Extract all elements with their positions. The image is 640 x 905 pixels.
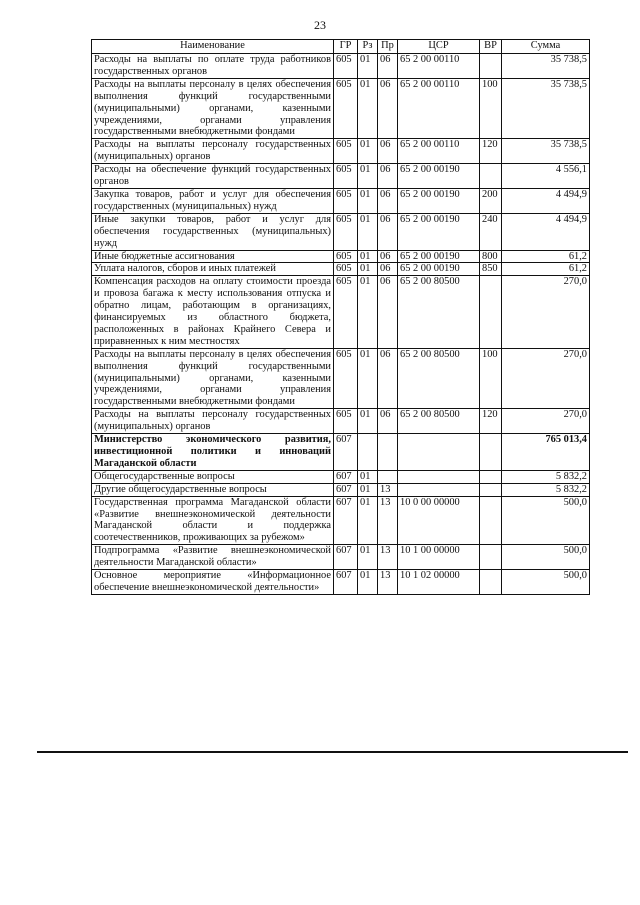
cell-sum: 270,0	[502, 409, 590, 434]
table-row	[92, 54, 590, 79]
cell-vr	[480, 434, 502, 471]
cell-name: Иные бюджетные ассигнования	[92, 250, 334, 263]
cell-csr: 65 2 00 00190	[398, 213, 480, 250]
cell-pr: 13	[378, 496, 398, 545]
cell-sum: 270,0	[502, 348, 590, 409]
cell-pr	[378, 470, 398, 483]
cell-vr: 100	[480, 78, 502, 139]
cell-sum: 35 738,5	[502, 139, 590, 164]
table-row	[92, 409, 590, 434]
cell-pr: 06	[378, 213, 398, 250]
cell-gr: 607	[334, 434, 358, 471]
cell-pr	[378, 434, 398, 471]
cell-name: Министерство экономического развития, инвестиционной политики и инноваций Магаданской области	[92, 434, 334, 471]
cell-gr: 605	[334, 54, 358, 79]
cell-csr	[398, 483, 480, 496]
cell-gr: 605	[334, 276, 358, 348]
cell-rz: 01	[358, 483, 378, 496]
cell-name: Расходы на выплаты по оплате труда работников государственных органов	[92, 54, 334, 79]
cell-rz: 01	[358, 348, 378, 409]
cell-pr: 13	[378, 545, 398, 570]
header-name: Наименование	[92, 40, 334, 54]
cell-vr	[480, 54, 502, 79]
cell-gr: 607	[334, 570, 358, 595]
table-row	[92, 213, 590, 250]
cell-rz: 01	[358, 213, 378, 250]
cell-vr: 120	[480, 139, 502, 164]
cell-csr: 10 0 00 00000	[398, 496, 480, 545]
cell-sum: 5 832,2	[502, 470, 590, 483]
cell-rz: 01	[358, 78, 378, 139]
cell-gr: 607	[334, 483, 358, 496]
cell-gr: 605	[334, 263, 358, 276]
cell-name: Расходы на выплаты персоналу в целях обеспечения выполнения функций государственными (муниципальными) органами, казенными учреждениями, органами управления государственными внебюджетными фондами	[92, 78, 334, 139]
cell-name: Расходы на выплаты персоналу в целях обеспечения выполнения функций государственными (муниципальными) органами, казенными учреждениями, органами управления государственными внебюджетными фондами	[92, 348, 334, 409]
table-row	[92, 276, 590, 348]
table-row	[92, 434, 590, 471]
cell-gr: 605	[334, 250, 358, 263]
table-row	[92, 570, 590, 595]
cell-gr: 605	[334, 213, 358, 250]
cell-rz: 01	[358, 276, 378, 348]
cell-csr: 65 2 00 80500	[398, 409, 480, 434]
table-row	[92, 545, 590, 570]
footer-divider	[37, 751, 628, 753]
table-row	[92, 188, 590, 213]
cell-sum: 4 494,9	[502, 188, 590, 213]
cell-name: Расходы на выплаты персоналу государственных (муниципальных) органов	[92, 409, 334, 434]
cell-pr: 06	[378, 188, 398, 213]
cell-csr: 10 1 02 00000	[398, 570, 480, 595]
cell-pr: 06	[378, 54, 398, 79]
cell-pr: 06	[378, 263, 398, 276]
cell-vr: 240	[480, 213, 502, 250]
cell-pr: 06	[378, 78, 398, 139]
cell-vr: 800	[480, 250, 502, 263]
cell-rz: 01	[358, 545, 378, 570]
cell-name: Иные закупки товаров, работ и услуг для обеспечения государственных (муниципальных) нужд	[92, 213, 334, 250]
cell-csr: 65 2 00 00110	[398, 78, 480, 139]
cell-sum: 270,0	[502, 276, 590, 348]
cell-vr	[480, 276, 502, 348]
cell-rz: 01	[358, 54, 378, 79]
cell-name: Основное мероприятие «Информационное обеспечение внешнеэкономической деятельности»	[92, 570, 334, 595]
cell-vr	[480, 570, 502, 595]
cell-vr: 120	[480, 409, 502, 434]
cell-name: Закупка товаров, работ и услуг для обеспечения государственных (муниципальных) нужд	[92, 188, 334, 213]
cell-gr: 605	[334, 164, 358, 189]
cell-csr: 65 2 00 00110	[398, 139, 480, 164]
header-rz: Рз	[358, 40, 378, 54]
cell-sum: 61,2	[502, 250, 590, 263]
table-row	[92, 470, 590, 483]
cell-rz: 01	[358, 250, 378, 263]
table-row	[92, 496, 590, 545]
cell-csr	[398, 434, 480, 471]
table-header-row	[92, 40, 590, 54]
cell-name: Компенсация расходов на оплату стоимости проезда и провоза багажа к месту использования отпуска и обратно лицам, работающим в организациях, финансируемых из областного бюджета, расположенных в районах Крайнего Севера и приравненных к ним местностях	[92, 276, 334, 348]
cell-pr: 06	[378, 409, 398, 434]
cell-pr: 13	[378, 570, 398, 595]
table-row	[92, 348, 590, 409]
cell-gr: 605	[334, 348, 358, 409]
cell-sum: 4 556,1	[502, 164, 590, 189]
cell-name: Общегосударственные вопросы	[92, 470, 334, 483]
cell-vr: 200	[480, 188, 502, 213]
cell-pr: 06	[378, 348, 398, 409]
cell-sum: 500,0	[502, 545, 590, 570]
header-sum: Сумма	[502, 40, 590, 54]
cell-rz: 01	[358, 139, 378, 164]
cell-pr: 06	[378, 276, 398, 348]
budget-table	[91, 39, 590, 595]
cell-name: Расходы на обеспечение функций государственных органов	[92, 164, 334, 189]
table-body	[92, 54, 590, 595]
table-row	[92, 250, 590, 263]
cell-rz: 01	[358, 188, 378, 213]
cell-pr: 13	[378, 483, 398, 496]
cell-sum: 4 494,9	[502, 213, 590, 250]
header-csr: ЦСР	[398, 40, 480, 54]
cell-csr: 65 2 00 00190	[398, 188, 480, 213]
cell-name: Государственная программа Магаданской области «Развитие внешнеэкономической деятельности Магаданской области и поддержка соотечественников, проживающих за рубежом»	[92, 496, 334, 545]
cell-pr: 06	[378, 250, 398, 263]
cell-pr: 06	[378, 139, 398, 164]
cell-csr: 65 2 00 80500	[398, 276, 480, 348]
cell-sum: 35 738,5	[502, 54, 590, 79]
cell-vr	[480, 545, 502, 570]
cell-sum: 5 832,2	[502, 483, 590, 496]
cell-vr	[480, 496, 502, 545]
cell-sum: 500,0	[502, 570, 590, 595]
cell-rz: 01	[358, 496, 378, 545]
page-number: 23	[314, 18, 326, 32]
cell-csr: 65 2 00 00190	[398, 250, 480, 263]
cell-vr: 850	[480, 263, 502, 276]
table-row	[92, 263, 590, 276]
cell-pr: 06	[378, 164, 398, 189]
table-row	[92, 483, 590, 496]
cell-gr: 607	[334, 545, 358, 570]
cell-vr	[480, 164, 502, 189]
cell-name: Уплата налогов, сборов и иных платежей	[92, 263, 334, 276]
cell-rz	[358, 434, 378, 471]
cell-csr	[398, 470, 480, 483]
cell-gr: 605	[334, 188, 358, 213]
cell-gr: 605	[334, 78, 358, 139]
cell-gr: 605	[334, 139, 358, 164]
header-vr: ВР	[480, 40, 502, 54]
cell-rz: 01	[358, 570, 378, 595]
table-row	[92, 139, 590, 164]
cell-vr: 100	[480, 348, 502, 409]
cell-name: Другие общегосударственные вопросы	[92, 483, 334, 496]
cell-vr	[480, 470, 502, 483]
header-pr: Пр	[378, 40, 398, 54]
cell-csr: 65 2 00 00110	[398, 54, 480, 79]
cell-csr: 10 1 00 00000	[398, 545, 480, 570]
cell-csr: 65 2 00 00190	[398, 263, 480, 276]
cell-vr	[480, 483, 502, 496]
cell-rz: 01	[358, 263, 378, 276]
cell-sum: 61,2	[502, 263, 590, 276]
table-row	[92, 78, 590, 139]
table-row	[92, 164, 590, 189]
cell-csr: 65 2 00 00190	[398, 164, 480, 189]
cell-sum: 765 013,4	[502, 434, 590, 471]
cell-name: Подпрограмма «Развитие внешнеэкономической деятельности Магаданской области»	[92, 545, 334, 570]
cell-name: Расходы на выплаты персоналу государственных (муниципальных) органов	[92, 139, 334, 164]
cell-rz: 01	[358, 470, 378, 483]
cell-gr: 607	[334, 496, 358, 545]
cell-rz: 01	[358, 409, 378, 434]
cell-rz: 01	[358, 164, 378, 189]
cell-gr: 605	[334, 409, 358, 434]
cell-csr: 65 2 00 80500	[398, 348, 480, 409]
cell-sum: 35 738,5	[502, 78, 590, 139]
header-gr: ГР	[334, 40, 358, 54]
cell-gr: 607	[334, 470, 358, 483]
cell-sum: 500,0	[502, 496, 590, 545]
